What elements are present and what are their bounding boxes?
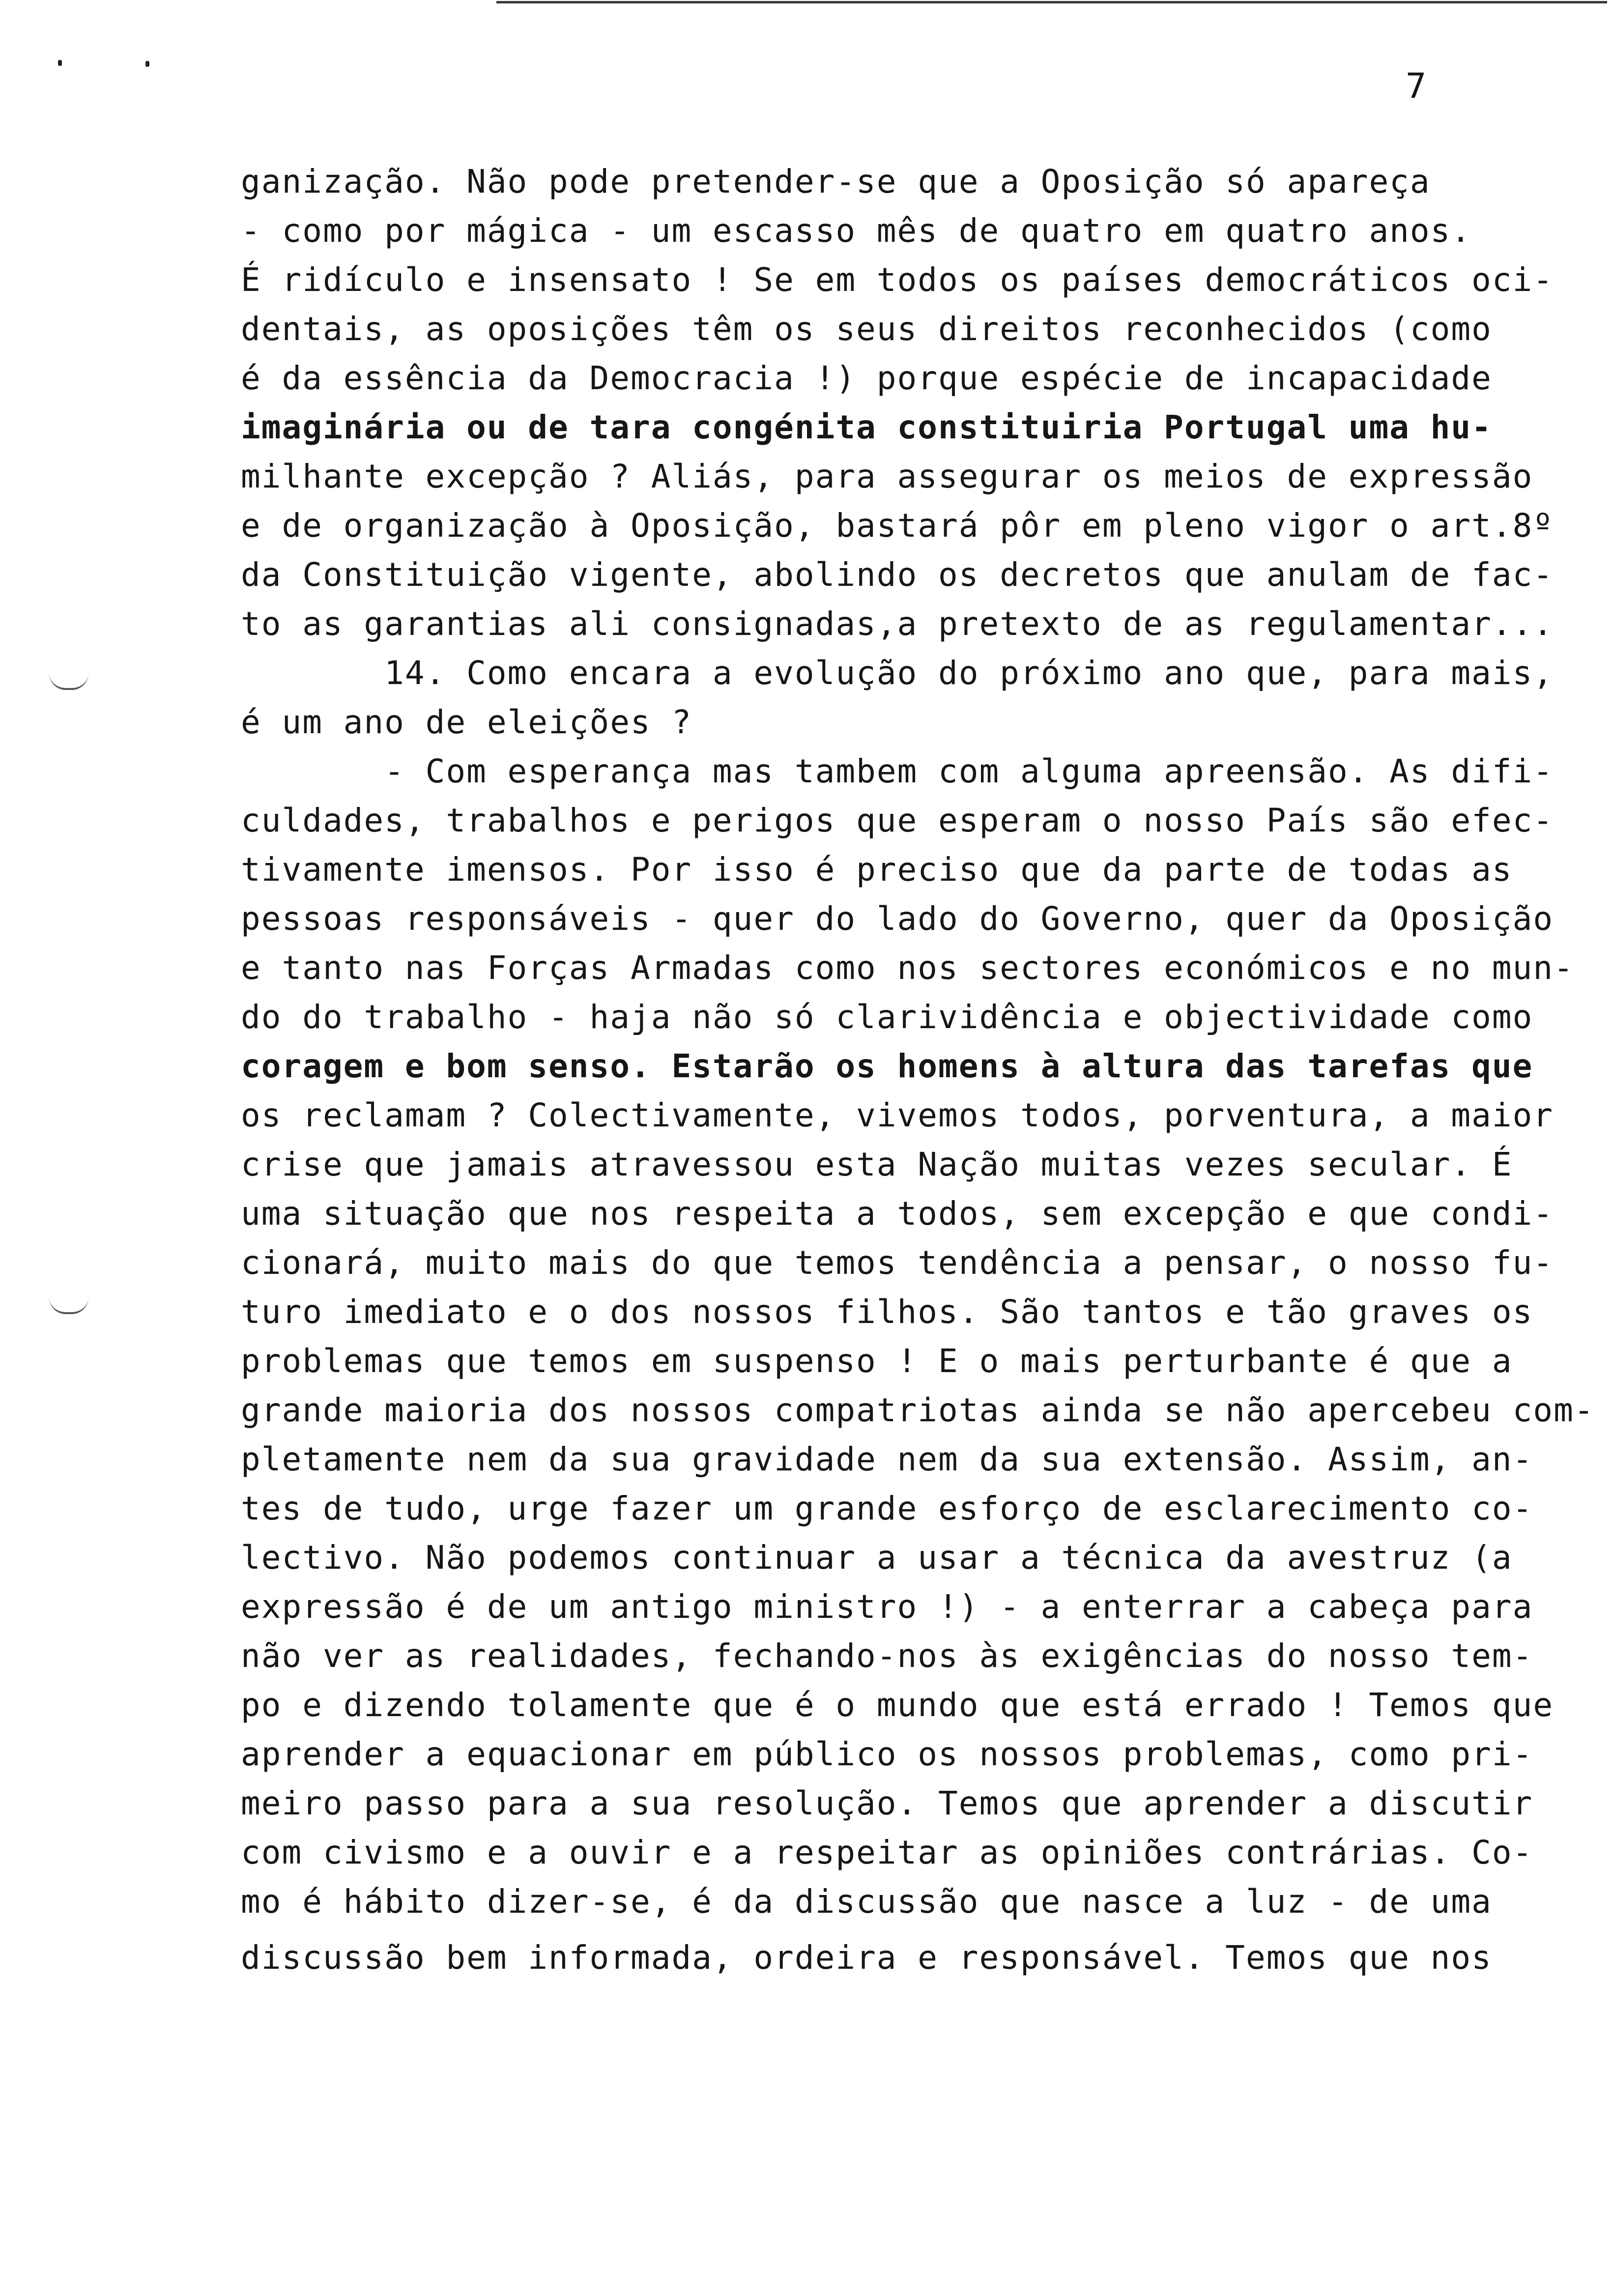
text-line: expressão é de um antigo ministro !) - a enterrar a cabeça para (241, 1588, 1533, 1626)
text-line: - como por mágica - um escasso mês de quatro em quatro anos. (241, 212, 1472, 250)
text-line: do do trabalho - haja não só clarividência e objectividade como (241, 998, 1533, 1036)
text-line: imaginária ou de tara congénita constituiria Portugal uma hu- (241, 408, 1492, 446)
text-line: cionará, muito mais do que temos tendência a pensar, o nosso fu- (241, 1244, 1554, 1282)
text-line: po e dizendo tolamente que é o mundo que está errado ! Temos que (241, 1686, 1554, 1724)
text-line: turo imediato e o dos nossos filhos. São tantos e tão graves os (241, 1293, 1533, 1331)
text-line: milhante excepção ? Aliás, para assegurar os meios de expressão (241, 458, 1533, 495)
text-line: meiro passo para a sua resolução. Temos que aprender a discutir (241, 1784, 1533, 1822)
text-line: uma situação que nos respeita a todos, sem excepção e que condi- (241, 1195, 1554, 1233)
top-edge-rule (496, 1, 1607, 3)
text-line: aprender a equacionar em público os nossos problemas, como pri- (241, 1735, 1533, 1773)
text-line: É ridículo e insensato ! Se em todos os países democráticos oci- (241, 261, 1554, 299)
text-line: e tanto nas Forças Armadas como nos sectores económicos e no mun- (241, 949, 1574, 987)
text-line: grande maioria dos nossos compatriotas ainda se não apercebeu com- (241, 1391, 1595, 1429)
text-line: não ver as realidades, fechando-nos às exigências do nosso tem- (241, 1637, 1533, 1675)
text-line: é da essência da Democracia !) porque espécie de incapacidade (241, 359, 1492, 397)
text-line: os reclamam ? Colectivamente, vivemos todos, porventura, a maior (241, 1096, 1554, 1134)
question-line: é um ano de eleições ? (241, 703, 692, 741)
text-line: pletamente nem da sua gravidade nem da sua extensão. Assim, an- (241, 1440, 1533, 1478)
margin-mark (49, 1297, 88, 1314)
text-line: dentais, as oposições têm os seus direitos reconhecidos (como (241, 310, 1492, 348)
scan-speck (58, 60, 62, 66)
scan-speck (145, 61, 149, 67)
text-line: crise que jamais atravessou esta Nação muitas vezes secular. É (241, 1146, 1513, 1183)
text-line: culdades, trabalhos e perigos que esperam o nosso País são efec- (241, 802, 1554, 839)
text-line: ganização. Não pode pretender-se que a Oposição só apareça (241, 163, 1431, 201)
text-line: discussão bem informada, ordeira e responsável. Temos que nos (241, 1939, 1492, 1977)
text-line: e de organização à Oposição, bastará pôr em pleno vigor o art.8º (241, 507, 1554, 545)
text-line: tes de tudo, urge fazer um grande esforço de esclarecimento co- (241, 1490, 1533, 1527)
text-line: lectivo. Não podemos continuar a usar a técnica da avestruz (a (241, 1539, 1513, 1577)
text-line: pessoas responsáveis - quer do lado do Governo, quer da Oposição (241, 900, 1554, 938)
text-line: problemas que temos em suspenso ! E o mais perturbante é que a (241, 1342, 1513, 1380)
page-number: 7 (1406, 66, 1427, 106)
margin-mark (49, 673, 88, 690)
text-line: to as garantias ali consignadas,a pretexto de as regulamentar... (241, 605, 1554, 643)
text-line: mo é hábito dizer-se, é da discussão que nasce a luz - de uma (241, 1883, 1492, 1921)
answer-line: - Com esperança mas tambem com alguma apreensão. As difi- (241, 752, 1554, 790)
text-line: com civismo e a ouvir e a respeitar as opiniões contrárias. Co- (241, 1834, 1533, 1871)
question-line: 14. Como encara a evolução do próximo ano que, para mais, (241, 654, 1554, 692)
text-line: coragem e bom senso. Estarão os homens à altura das tarefas que (241, 1047, 1533, 1085)
text-line: da Constituição vigente, abolindo os decretos que anulam de fac- (241, 556, 1554, 594)
text-line: tivamente imensos. Por isso é preciso que da parte de todas as (241, 851, 1513, 889)
typed-text-body (241, 157, 1595, 1989)
